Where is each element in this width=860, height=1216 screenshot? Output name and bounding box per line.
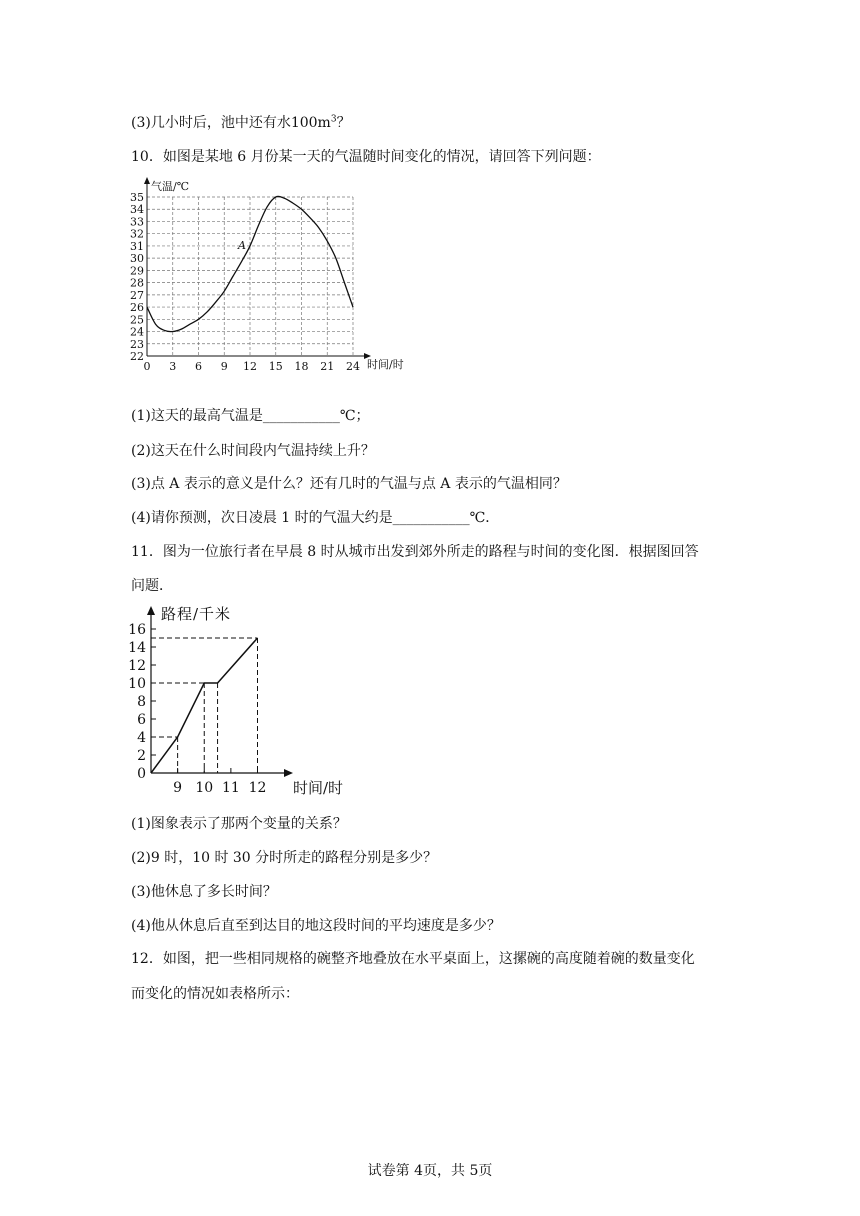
- x-tick-label: 12: [243, 360, 257, 373]
- q12-stem-b: 而变化的情况如表格所示：: [131, 986, 299, 1002]
- y-tick-label: 35: [130, 191, 144, 204]
- x-tick-label: 12: [248, 780, 267, 796]
- y-tick-label: 28: [130, 276, 144, 290]
- y-axis-arrow: [147, 606, 155, 615]
- q11-part2: (2)9 时，10 时 30 分时所走的路程分别是多少？: [131, 850, 438, 866]
- y-tick-label: 8: [137, 694, 146, 710]
- q11-stem-a: 11．图为一位旅行者在早晨 8 时从城市出发到郊外所走的路程与时间的变化图．根据图回答: [131, 544, 699, 560]
- y-tick-label: 0: [137, 766, 146, 782]
- q10-stem: 10．如图是某地 6 月份某一天的气温随时间变化的情况，请回答下列问题：: [131, 149, 601, 165]
- y-axis-label: 路程/千米: [161, 605, 232, 623]
- y-tick-label: 22: [130, 350, 144, 363]
- point-a-label: A: [238, 238, 246, 252]
- y-tick-label: 10: [128, 676, 146, 692]
- x-tick-label: 15: [268, 360, 283, 373]
- q11-part3: (3)他休息了多长时间？: [131, 884, 277, 900]
- q10-part4: (4)请你预测，次日凌晨 1 时的气温大约是___________℃．: [131, 510, 500, 526]
- y-tick-label: 32: [130, 227, 144, 241]
- distance-chart: [128, 600, 351, 800]
- x-tick-label: 9: [220, 360, 228, 373]
- x-tick-label: 9: [173, 780, 183, 796]
- q11-part4: (4)他从休息后直至到达目的地这段时间的平均速度是多少？: [131, 918, 501, 934]
- y-tick-label: 12: [128, 658, 146, 674]
- y-tick-label: 4: [137, 730, 146, 746]
- x-tick-label: 6: [195, 360, 202, 373]
- x-axis-label: 时间/时: [293, 779, 344, 797]
- y-tick-label: 34: [130, 203, 144, 217]
- q10-part2: (2)这天在什么时间段内气温持续上升？: [131, 443, 375, 459]
- x-tick-label: 18: [294, 360, 309, 373]
- y-tick-label: 33: [130, 215, 144, 229]
- temperature-chart: [131, 172, 421, 392]
- y-axis-label: 气温/℃: [151, 180, 190, 193]
- q10-part3: (3)点 A 表示的意义是什么？还有几时的气温与点 A 表示的气温相同？: [131, 476, 567, 492]
- x-tick-label: 21: [320, 360, 335, 373]
- distance-line: [151, 638, 258, 773]
- y-tick-label: 23: [130, 337, 144, 351]
- y-tick-label: 14: [128, 640, 146, 656]
- x-tick-label: 11: [221, 780, 240, 796]
- x-tick-label: 24: [346, 360, 360, 373]
- y-tick-label: 26: [130, 301, 144, 315]
- q10-part1: (1)这天的最高气温是___________℃；: [131, 408, 370, 424]
- y-tick-label: 2: [137, 748, 146, 764]
- y-tick-label: 6: [137, 712, 146, 728]
- q11-part1: (1)图象表示了那两个变量的关系？: [131, 816, 347, 832]
- q11-stem-b: 问题．: [131, 578, 173, 594]
- q9-part3: (3)几小时后，池中还有水$100m^3$？: [131, 114, 351, 131]
- q12-stem-a: 12．如图，把一些相同规格的碗整齐地叠放在水平桌面上，这摞碗的高度随着碗的数量变化: [131, 951, 695, 967]
- y-tick-label: 24: [130, 325, 144, 339]
- y-tick-label: 25: [130, 313, 144, 327]
- x-tick-label: 3: [169, 360, 177, 373]
- x-axis-arrow: [284, 769, 293, 777]
- x-tick-label: 0: [143, 360, 151, 373]
- x-axis-label: 时间/时: [367, 358, 404, 371]
- y-axis-arrow: [144, 177, 150, 184]
- page-footer: 试卷第 4页，共 5页: [367, 1163, 493, 1179]
- y-tick-label: 16: [128, 622, 146, 638]
- y-tick-label: 30: [130, 252, 144, 266]
- y-tick-label: 31: [130, 239, 144, 253]
- x-tick-label: 10: [195, 780, 214, 796]
- y-tick-label: 29: [130, 264, 144, 278]
- y-tick-label: 27: [130, 288, 144, 302]
